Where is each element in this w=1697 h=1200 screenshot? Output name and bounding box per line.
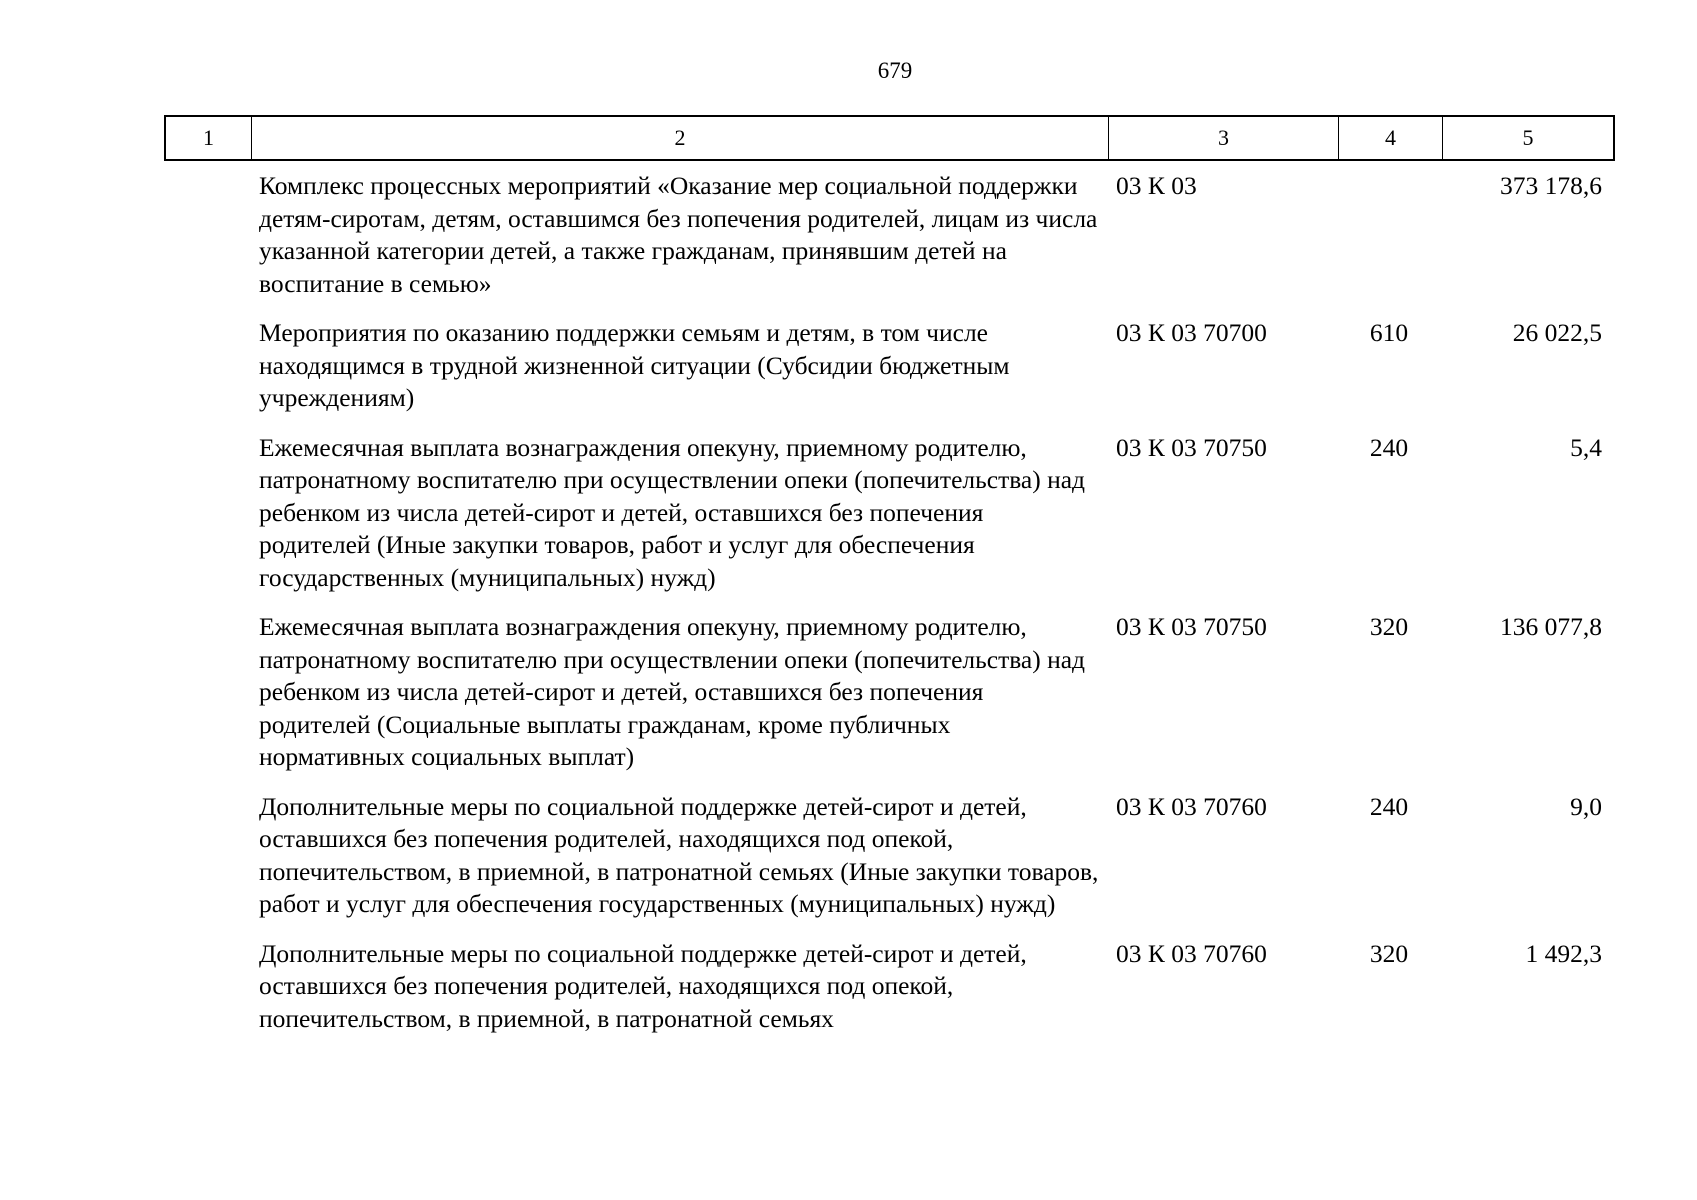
row-name: Дополнительные меры по социальной поддержке детей-сирот и детей, оставшихся без попечения родителей, находящихся под опекой, попечительством, в приемной, в патронатной семьях [259,938,1027,1033]
row-code: 03 К 03 70760 [1116,938,1267,968]
row-type: 610 [1369,318,1409,347]
header-col-1: 1 [166,117,252,159]
row-amount: 9,0 [1570,791,1602,821]
row-number-cell [164,938,250,1036]
row-amount: 26 022,5 [1512,318,1602,347]
row-name: Ежемесячная выплата вознаграждения опекуну, приемному родителю, патронатному воспитателю при осуществлении опеки (попечительства) над ребенком из числа детей-сирот и детей, оставшихся без попечения родителей (Социальные выплаты гражданам, кроме публичных нормативных социальных выплат) [259,612,1086,771]
header-col-3: 3 [1109,117,1339,159]
row-code: 03 К 03 70750 [1116,612,1267,641]
row-amount: 5,4 [1570,432,1602,462]
row-amount: 373 178,6 [1500,171,1602,200]
row-code: 03 К 03 70750 [1116,432,1267,462]
table-row [164,432,1615,595]
page-number: 679 [877,58,913,83]
table-row [164,938,1615,1036]
table-row [164,611,1615,774]
header-col-5: 5 [1522,125,1534,150]
row-code: 03 К 03 70700 [1116,318,1267,347]
header-col-2: 2 [252,117,1109,159]
row-number-cell [164,170,250,300]
row-code: 03 К 03 70760 [1116,791,1267,821]
row-name: Ежемесячная выплата вознаграждения опекуну, приемному родителю, патронатному воспитателю при осуществлении опеки (попечительства) над ребенком из числа детей-сирот и детей, оставшихся без попечения родителей (Иные закупки товаров, работ и услуг для обеспечения государственных (муниципальных) нужд) [259,432,1086,592]
row-amount: 136 077,8 [1500,612,1602,641]
row-number-cell [164,791,250,921]
row-type: 320 [1369,612,1409,641]
row-number-cell [164,432,250,595]
row-number-cell [164,611,250,774]
table-header [164,115,1615,161]
table-row [164,317,1615,415]
header-col-4: 4 [1339,117,1443,159]
row-type [1337,170,1441,300]
row-name: Комплекс процессных мероприятий «Оказание мер социальной поддержки детям-сиротам, детям, оставшимся без попечения родителей, лицам из числа указанной категории детей, а также гражданам, принявшим детей на воспитание в семью» [259,171,1098,298]
row-name: Мероприятия по оказанию поддержки семьям и детям, в том числе находящимся в трудной жизненной ситуации (Субсидии бюджетным учреждениям) [259,318,1010,412]
row-number-cell [164,317,250,415]
row-type: 240 [1369,432,1409,462]
row-name: Дополнительные меры по социальной поддержке детей-сирот и детей, оставшихся без попечения родителей, находящихся под опекой, попечительством, в приемной, в патронатной семьях (Иные закупки товаров, работ и услуг для обеспечения государственных (муниципальных) нужд) [259,791,1099,918]
table-row [164,170,1615,300]
row-type: 320 [1369,938,1409,968]
row-amount: 1 492,3 [1525,938,1602,968]
row-type: 240 [1369,791,1409,821]
table-body [164,170,1615,1052]
table-row [164,791,1615,921]
row-code: 03 К 03 [1116,171,1197,200]
